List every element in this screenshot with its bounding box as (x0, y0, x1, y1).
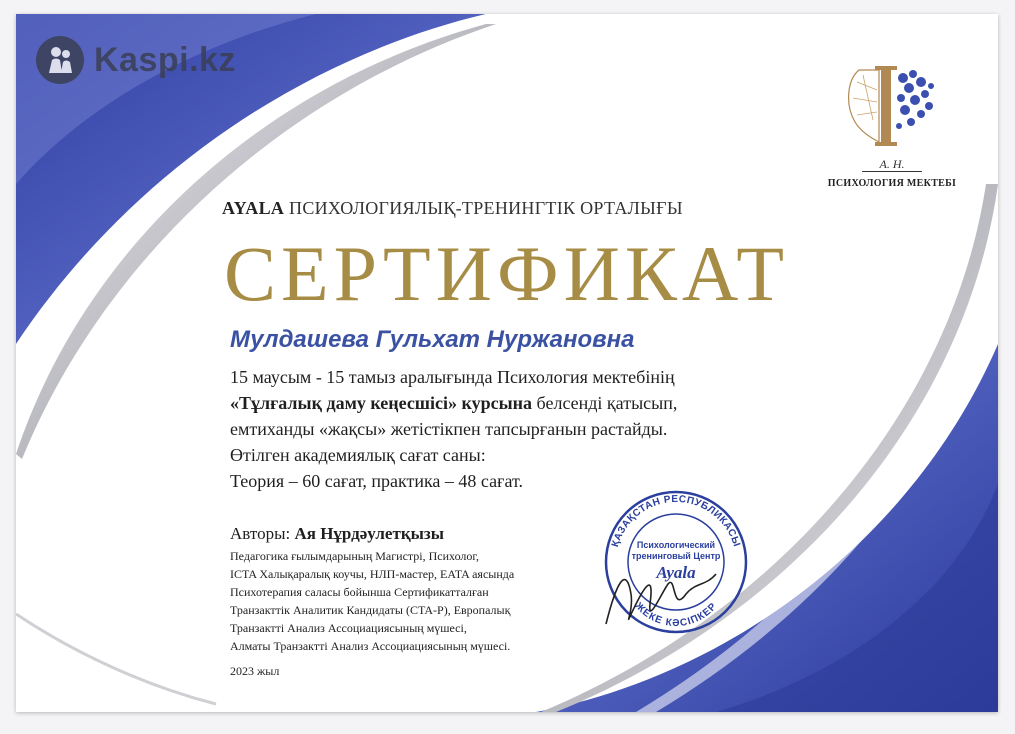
bio-line: Психотерапия саласы бойынша Сертификатталған (230, 585, 489, 599)
kaspi-watermark-text: Kaspi.kz (94, 40, 236, 79)
logo-initials: А. Н. (862, 157, 922, 172)
body-line-2-rest: белсенді қатысып, (532, 393, 678, 413)
body-line-1: 15 маусым - 15 тамыз аралығында Психология мектебінің (230, 367, 675, 387)
kaspi-watermark (36, 36, 236, 84)
bio-line: Транзактті Анализ Ассоциациясының мүшесі, (230, 621, 467, 635)
psychology-school-logo (824, 60, 960, 189)
author-name: Ая Нұрдәулетқызы (294, 524, 444, 543)
body-line-5: Теория – 60 сағат, практика – 48 сағат. (230, 471, 524, 491)
body-line-3: емтиханды «жақсы» жетістікпен тапсырғанын растайды. (230, 419, 668, 439)
center-name: ПСИХОЛОГИЯЛЫҚ-ТРЕНИНГТІК ОРТАЛЫҒЫ (289, 198, 683, 218)
school-emblem-icon (837, 60, 947, 150)
center-brand: AYALA (222, 198, 285, 218)
kaspi-person-icon (36, 36, 84, 84)
body-line-2 (230, 390, 790, 416)
authors-label: Авторы: (230, 524, 295, 543)
official-stamp (576, 474, 776, 644)
course-name: «Тұлғалық даму кеңесшісі» курсына (230, 393, 533, 413)
author-bio (230, 547, 590, 655)
bio-line: ICTA Халықаралық коучы, НЛП-мастер, EATA аясында (230, 567, 515, 581)
issue-year: 2023 жыл (230, 664, 280, 678)
stamp-center-line-2: тренинговый Центр (631, 551, 721, 561)
bio-line: Транзакттік Аналитик Кандидаты (CTA-P), Европалық (230, 603, 511, 617)
authors-line (230, 524, 444, 544)
recipient-name: Мулдашева Гульхат Нуржановна (230, 326, 635, 353)
stamp-brand: Ayala (656, 563, 696, 582)
stamp-ring-bottom: ЖЕКЕ КӘСІПКЕР (632, 600, 720, 630)
center-title (222, 198, 683, 219)
certificate-heading: СЕРТИФИКАТ (224, 230, 790, 317)
certificate-sheet (16, 14, 998, 712)
bio-line: Педагогика ғылымдарының Магистрі, Психолог, (230, 549, 479, 563)
stamp-ring-top: ҚАЗАҚСТАН РЕСПУБЛИКАСЫ (610, 493, 743, 549)
logo-caption: ПСИХОЛОГИЯ МЕКТЕБІ (827, 178, 957, 189)
bio-line: Алматы Транзактті Анализ Ассоциациясының мүшесі. (230, 639, 511, 653)
body-line-4: Өтілген академиялық сағат саны: (230, 445, 486, 465)
stamp-center-line-1: Психологический (636, 540, 716, 550)
